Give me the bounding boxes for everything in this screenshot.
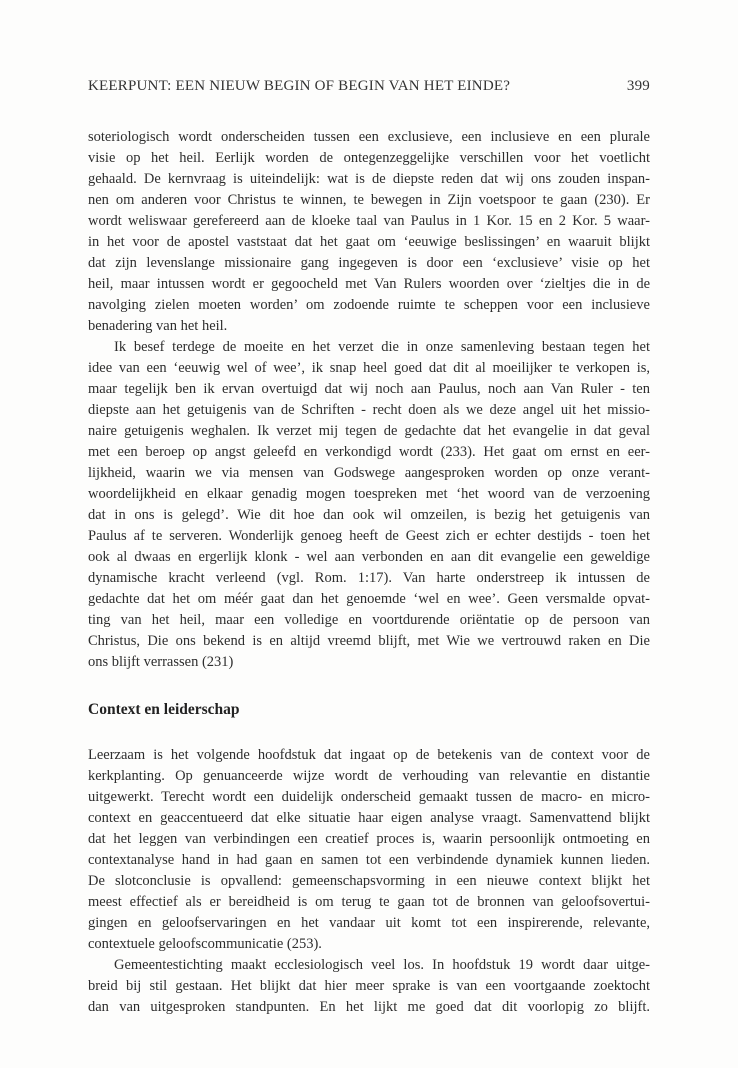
paragraph <box>88 127 650 337</box>
text-line: ook al dwaas en ergerlijk klonk - wel aan verbonden en aan dit evangelie een geweldige <box>88 549 650 565</box>
paragraph <box>88 337 650 673</box>
text-line: maar tegelijk ben ik ervan overtuigd dat wij noch aan Paulus, noch aan Van Ruler - ten <box>88 381 650 397</box>
text-line: soteriologisch wordt onderscheiden tussen een exclusieve, een inclusieve en een plurale <box>88 129 650 145</box>
text-line: lijkheid, waarin we via mensen van Godswege aangesproken worden op onze verant- <box>88 465 650 481</box>
text-line: kerkplanting. Op genuanceerde wijze wordt de verhouding van relevantie en distantie <box>88 768 650 784</box>
text-line: woordelijkheid en elkaar genadig mogen toespreken met ‘het woord van de verzoening <box>88 486 650 502</box>
text-line: contextanalyse hand in had gaan en samen tot een verbindende dynamiek kunnen lieden. <box>88 852 650 868</box>
text-line: navolging zielen moeten worden’ om zodoende ruimte te scheppen voor een inclusieve <box>88 297 650 313</box>
section-heading: Context en leiderschap <box>88 701 240 718</box>
text-line: contextuele geloofscommunicatie (253). <box>88 936 322 952</box>
text-line: Ik besef terdege de moeite en het verzet die in onze samenleving bestaan tegen het <box>114 339 650 355</box>
text-line: dat het leggen van verbindingen een creatief proces is, waarin persoonlijk ontmoeting en <box>88 831 650 847</box>
text-line: visie op het heil. Eerlijk worden de ontegenzeggelijke verschillen voor het voetlicht <box>88 150 650 166</box>
page-content <box>88 78 650 1018</box>
text-line: dynamische kracht verleend (vgl. Rom. 1:17). Van harte onderstreep ik intussen de <box>88 570 650 586</box>
text-line: in het voor de apostel vaststaat dat het gaat om ‘eeuwige beslissingen’ en waaruit blijkt <box>88 234 650 250</box>
text-line: uitgewerkt. Terecht wordt een duidelijk onderscheid gemaakt tussen de macro- en micro- <box>88 789 650 805</box>
text-line: ons blijft verrassen (231) <box>88 654 234 670</box>
text-line: dan van uitgesproken standpunten. En het lijkt me goed dat dit voorlopig zo blijft. <box>88 999 650 1015</box>
text-line: Leerzaam is het volgende hoofdstuk dat ingaat op de betekenis van de context voor de <box>88 747 650 763</box>
page-body <box>88 127 650 1018</box>
text-line: De slotconclusie is opvallend: gemeenschapsvorming in een nieuwe context blijkt het <box>88 873 650 889</box>
running-header <box>88 78 650 94</box>
paragraph <box>88 955 650 1018</box>
text-line: gehaald. De kernvraag is uiteindelijk: wat is de diepste reden dat wij ons zouden inspan- <box>88 171 650 187</box>
text-line: met een beroep op angst geleefd en verkondigd wordt (233). Het gaat om ernst en eer- <box>88 444 650 460</box>
paragraph <box>88 745 650 955</box>
text-line: dat in ons is gelegd’. Wie dit hoe dan ook wil omzeilen, is bezig het getuigenis van <box>88 507 650 523</box>
page-number: 399 <box>626 78 650 94</box>
text-line: Christus, Die ons bekend is en altijd vreemd blijft, met Wie we vertrouwd raken en Die <box>88 633 650 649</box>
text-line: dat zijn levenslange missionaire gang ingegeven is door een ‘exclusieve’ visie op het <box>88 255 650 271</box>
text-line: Gemeentestichting maakt ecclesiologisch veel los. In hoofdstuk 19 wordt daar uitge- <box>114 957 650 973</box>
text-line: ting van het heil, maar een volledige en voortdurende oriëntatie op de persoon van <box>88 612 650 628</box>
text-line: heil, maar intussen wordt er gegoocheld met Van Rulers woorden over ‘zieltjes die in de <box>88 276 650 292</box>
text-line: naire getuigenis weghalen. Ik verzet mij tegen de gedachte dat het evangelie in dat geval <box>88 423 650 439</box>
text-line: gingen en geloofservaringen en het vandaar uit komt tot een inspirerende, relevante, <box>88 915 650 931</box>
text-line: idee van een ‘eeuwig wel of wee’, ik snap heel goed dat dit al moeilijker te verkopen is, <box>88 360 650 376</box>
running-header-title: KEERPUNT: EEN NIEUW BEGIN OF BEGIN VAN HET EINDE? <box>88 78 511 94</box>
text-line: meest effectief als er bereidheid is om terug te gaan tot de bronnen van geloofsovertui- <box>88 894 650 910</box>
text-line: context en geaccentueerd dat elke situatie haar eigen analyse vraagt. Samenvattend blijkt <box>88 810 650 826</box>
text-line: wordt weliswaar gerefereerd aan de kloeke taal van Paulus in 1 Kor. 15 en 2 Kor. 5 waar- <box>88 213 650 229</box>
text-line: Paulus af te serveren. Wonderlijk genoeg heeft de Geest zich er echter destijds - toen het <box>88 528 650 544</box>
text-line: benadering van het heil. <box>88 318 228 334</box>
text-line: gedachte dat het om méér gaat dan het genoemde ‘wel en wee’. Geen versmalde opvat- <box>88 591 650 607</box>
text-line: diepste aan het getuigenis van de Schriften - recht doen als we deze angel uit het missio- <box>88 402 650 418</box>
text-line: nen om anderen voor Christus te winnen, te bewegen in Zijn voetspoor te gaan (230). Er <box>88 192 650 208</box>
text-line: breid bij stil gestaan. Het blijkt dat hier meer sprake is van een voortgaande zoektocht <box>88 978 650 994</box>
